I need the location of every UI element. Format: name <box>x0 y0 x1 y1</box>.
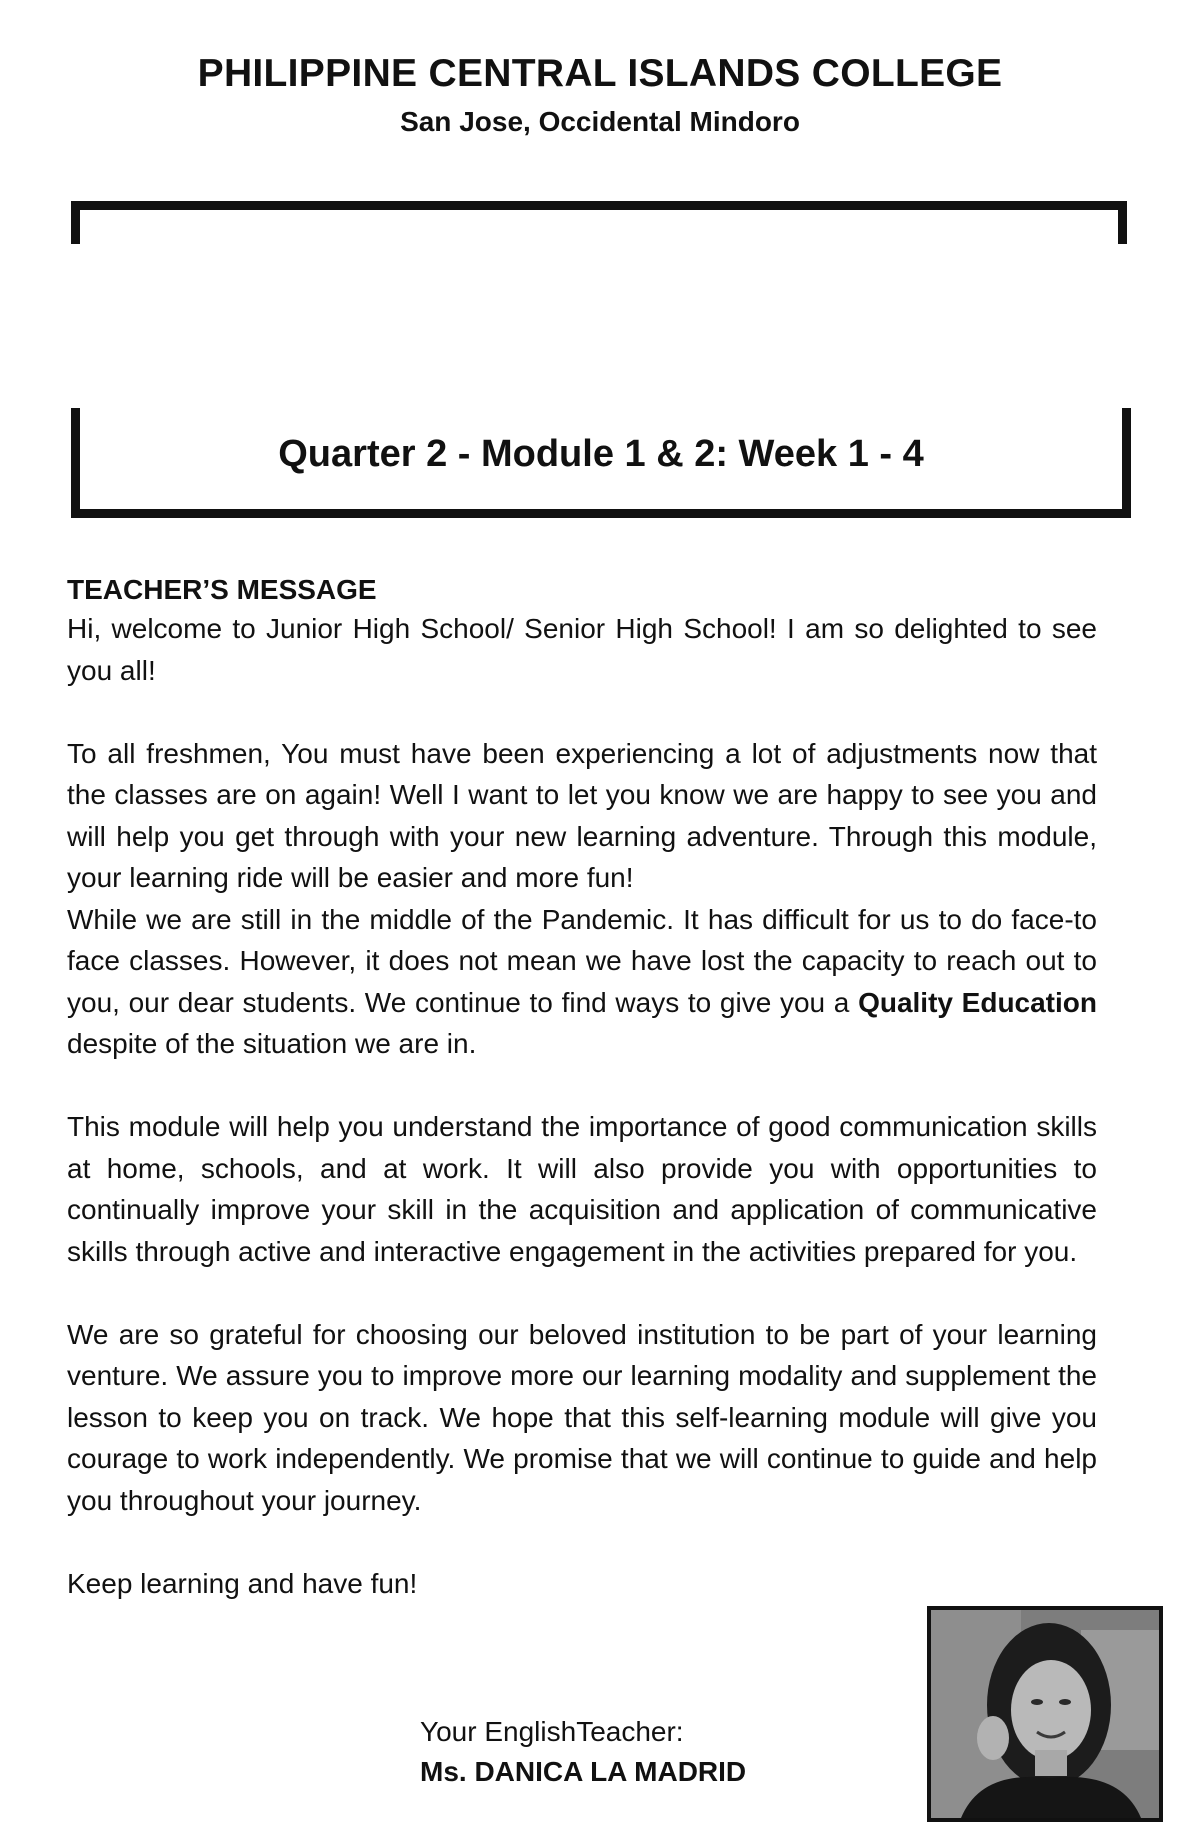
message-paragraph-1: Hi, welcome to Junior High School/ Senior High School! I am so delighted to see you all! <box>67 613 1097 686</box>
message-paragraph-2: To all freshmen, You must have been experiencing a lot of adjustments now that the classes are on again! Well I want to let you know we are happy to see you and will help you get through with your new learning adventure. Through this module, your learning ride will be easier and more fun! <box>67 737 1097 893</box>
message-paragraph-3-end: despite of the situation we are in. <box>67 1028 477 1059</box>
institution-location: San Jose, Occidental Mindoro <box>400 106 800 137</box>
message-paragraph-4: This module will help you understand the importance of good communication skills at home, schools, and at work. It will also provide you with opportunities to continually improve your skill in the acquisition and application of communicative skills through active and interactive engagement in the activities prepared for you. <box>67 1111 1097 1267</box>
teacher-message <box>67 572 1097 1604</box>
signature-name: Ms. DANICA LA MADRID <box>420 1756 747 1787</box>
top-bracket-frame <box>71 201 1127 244</box>
module-title-box <box>71 408 1131 518</box>
portrait-icon <box>931 1610 1159 1818</box>
signature-role: Your EnglishTeacher: <box>420 1716 684 1747</box>
message-heading: TEACHER’S MESSAGE <box>67 574 377 605</box>
message-paragraph-3 <box>67 899 1097 1065</box>
institution-name: PHILIPPINE CENTRAL ISLANDS COLLEGE <box>197 52 1003 95</box>
signature-block <box>420 1712 746 1792</box>
message-paragraph-5: We are so grateful for choosing our beloved institution to be part of your learning venture. We assure you to improve more our learning modality and supplement the lesson to keep you on track. We hope that this self-learning module will give you courage to work independently. We promise that we will continue to guide and help you throughout your journey. <box>67 1318 1097 1516</box>
message-paragraph-3-start: While we are still in the middle of the Pandemic. It has difficult for us to do face-to face classes. However, it does not mean we have lost the capacity to reach out to you, our dear students. We continue to find ways to give you a <box>67 903 1097 1018</box>
quality-education-emphasis: Quality Education <box>858 986 1097 1018</box>
module-title: Quarter 2 - Module 1 & 2: Week 1 - 4 <box>278 433 924 475</box>
teacher-photo <box>927 1606 1163 1822</box>
message-closing: Keep learning and have fun! <box>67 1567 418 1599</box>
